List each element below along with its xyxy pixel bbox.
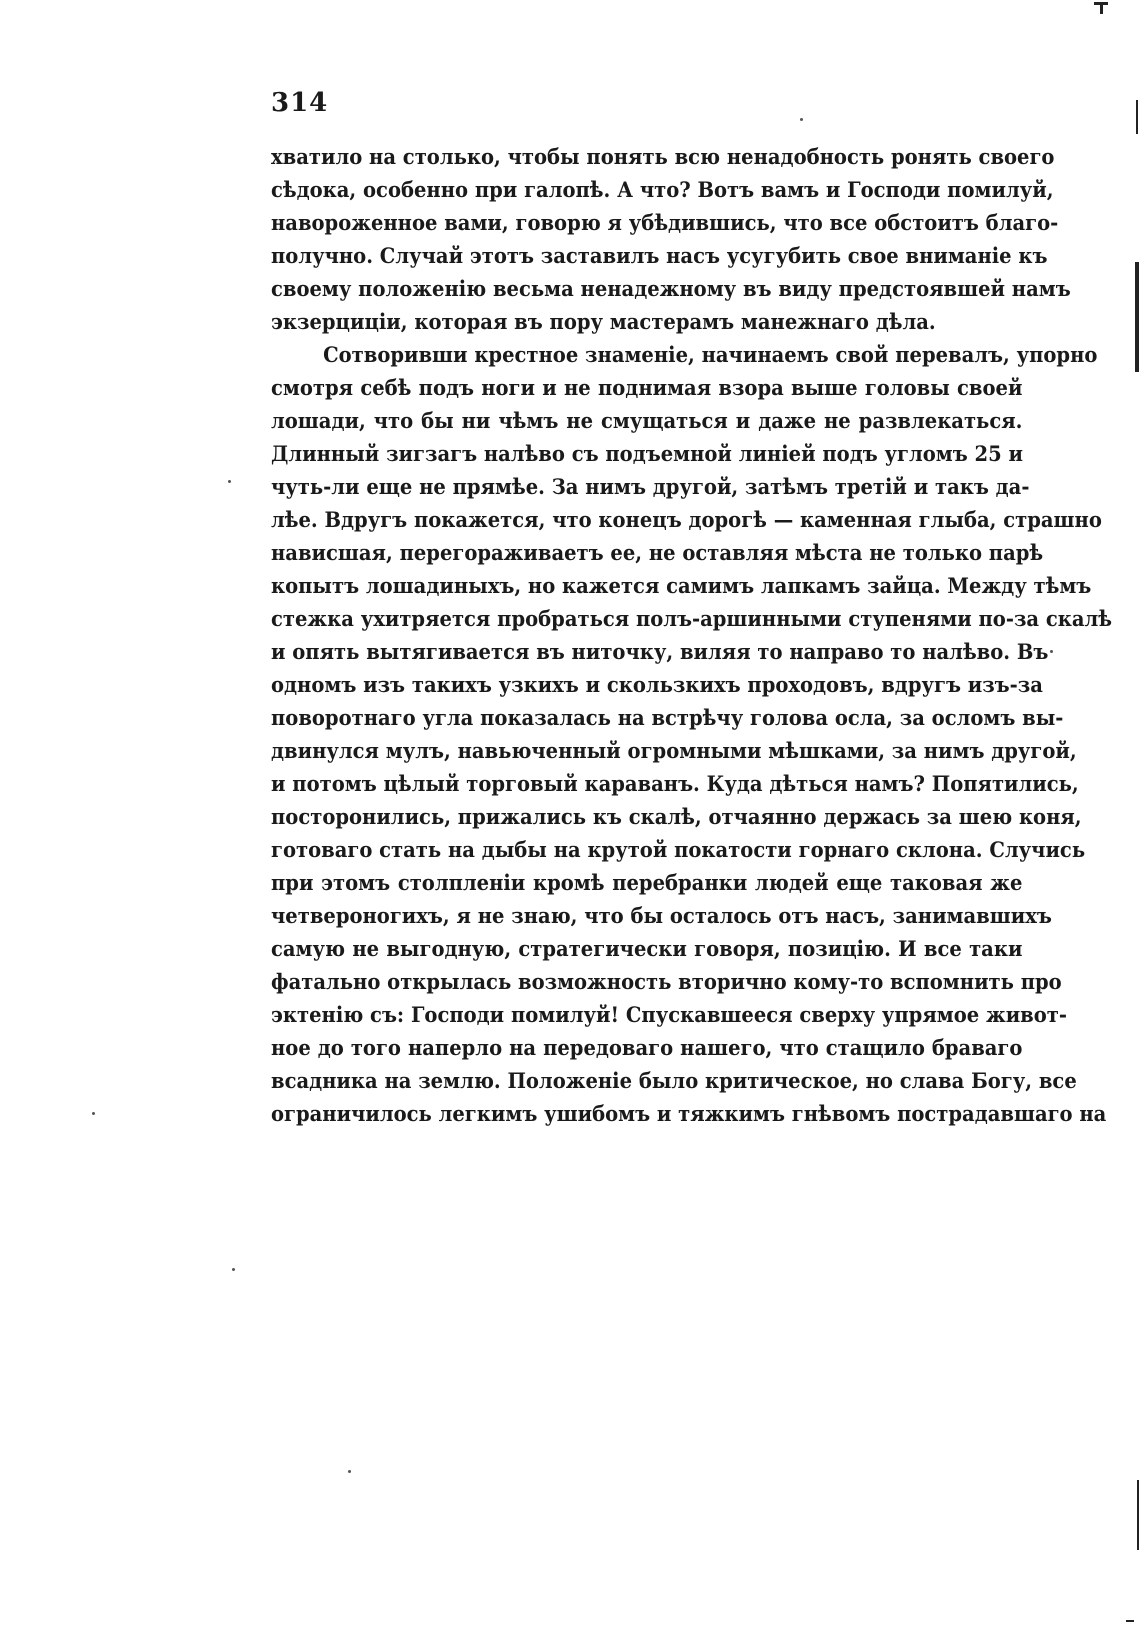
text-line: получно. Случай этотъ заставилъ насъ усугубить свое вниманіе къ <box>271 243 1048 268</box>
scan-edge-mark <box>1100 2 1103 14</box>
text-line: Сотворивши крестное знаменіе, начинаемъ свой перевалъ, упорно <box>323 342 1098 367</box>
text-line: самую не выгодную, стратегически говоря, позицію. И все таки <box>271 936 1023 961</box>
page-number: 314 <box>271 88 329 118</box>
text-line: стежка ухитряется пробраться полъ-аршинными ступенями по-за скалѣ <box>271 606 1113 631</box>
text-line: и опять вытягивается въ ниточку, виляя то направо то налѣво. Въ <box>271 639 1049 664</box>
text-line: Длинный зигзагъ налѣво съ подъемной линіей подъ угломъ 25 и <box>271 441 1023 466</box>
text-line: всадника на землю. Положеніе было критическое, но слава Богу, все <box>271 1068 1077 1093</box>
text-line: и потомъ цѣлый торговый караванъ. Куда дѣться намъ? Попятились, <box>271 771 1079 796</box>
scan-edge-mark <box>1126 1620 1134 1622</box>
text-line: ное до того наперло на передоваго нашего, что стащило браваго <box>271 1035 1023 1060</box>
text-line: при этомъ столпленіи кромѣ перебранки людей еще таковая же <box>271 870 1023 895</box>
scan-edge-mark <box>1137 1480 1139 1550</box>
text-line: лѣе. Вдругъ покажется, что конецъ дорогѣ — каменная глыба, страшно <box>271 507 1102 532</box>
text-line: своему положенію весьма ненадежному въ виду предстоявшей намъ <box>271 276 1071 301</box>
text-line: смотря себѣ подъ ноги и не поднимая взора выше головы своей <box>271 375 1023 400</box>
text-line: чуть-ли еще не прямѣе. За нимъ другой, затѣмъ третій и такъ да- <box>271 474 1030 499</box>
scan-edge-mark <box>1135 262 1139 372</box>
scan-speck <box>1050 650 1053 653</box>
text-line: посторонились, прижались къ скалѣ, отчаянно держась за шею коня, <box>271 804 1082 829</box>
scan-speck <box>800 118 803 121</box>
text-line: сѣдока, особенно при галопѣ. А что? Вотъ вамъ и Господи помилуй, <box>271 177 1054 202</box>
scan-speck <box>92 1112 95 1115</box>
scan-speck <box>228 480 231 483</box>
text-line: поворотнаго угла показалась на встрѣчу голова осла, за осломъ вы- <box>271 705 1064 730</box>
text-line: копытъ лошадиныхъ, но кажется самимъ лапкамъ зайца. Между тѣмъ <box>271 573 1092 598</box>
text-line: хватило на столько, чтобы понять всю ненадобность ронять своего <box>271 144 1055 169</box>
text-line: четвероногихъ, я не знаю, что бы осталось отъ насъ, занимавшихъ <box>271 903 1052 928</box>
text-line: эктенію съ: Господи помилуй! Спускавшееся сверху упрямое живот- <box>271 1002 1067 1027</box>
paragraph <box>271 338 1113 1130</box>
text-line: ограничилось легкимъ ушибомъ и тяжкимъ гнѣвомъ пострадавшаго на <box>271 1101 1107 1126</box>
text-line: нависшая, перегораживаетъ ее, не оставляя мѣста не только парѣ <box>271 540 1044 565</box>
text-line: экзерциціи, которая въ пору мастерамъ манежнаго дѣла. <box>271 309 936 334</box>
text-line: навороженное вами, говорю я убѣдившись, что все обстоитъ благо- <box>271 210 1059 235</box>
scan-speck <box>232 1268 235 1271</box>
text-line: лошади, что бы ни чѣмъ не смущаться и даже не развлекаться. <box>271 408 1023 433</box>
text-line: готоваго стать на дыбы на крутой покатости горнаго склона. Случись <box>271 837 1086 862</box>
body-text <box>271 140 1113 1130</box>
text-line: одномъ изъ такихъ узкихъ и скользкихъ проходовъ, вдругъ изъ-за <box>271 672 1043 697</box>
paragraph <box>271 140 1071 338</box>
text-line: фатально открылась возможность вторично кому-то вспомнить про <box>271 969 1062 994</box>
text-line: двинулся мулъ, навьюченный огромными мѣшками, за нимъ другой, <box>271 738 1077 763</box>
scan-edge-mark <box>1136 100 1138 134</box>
scan-speck <box>348 1470 351 1473</box>
